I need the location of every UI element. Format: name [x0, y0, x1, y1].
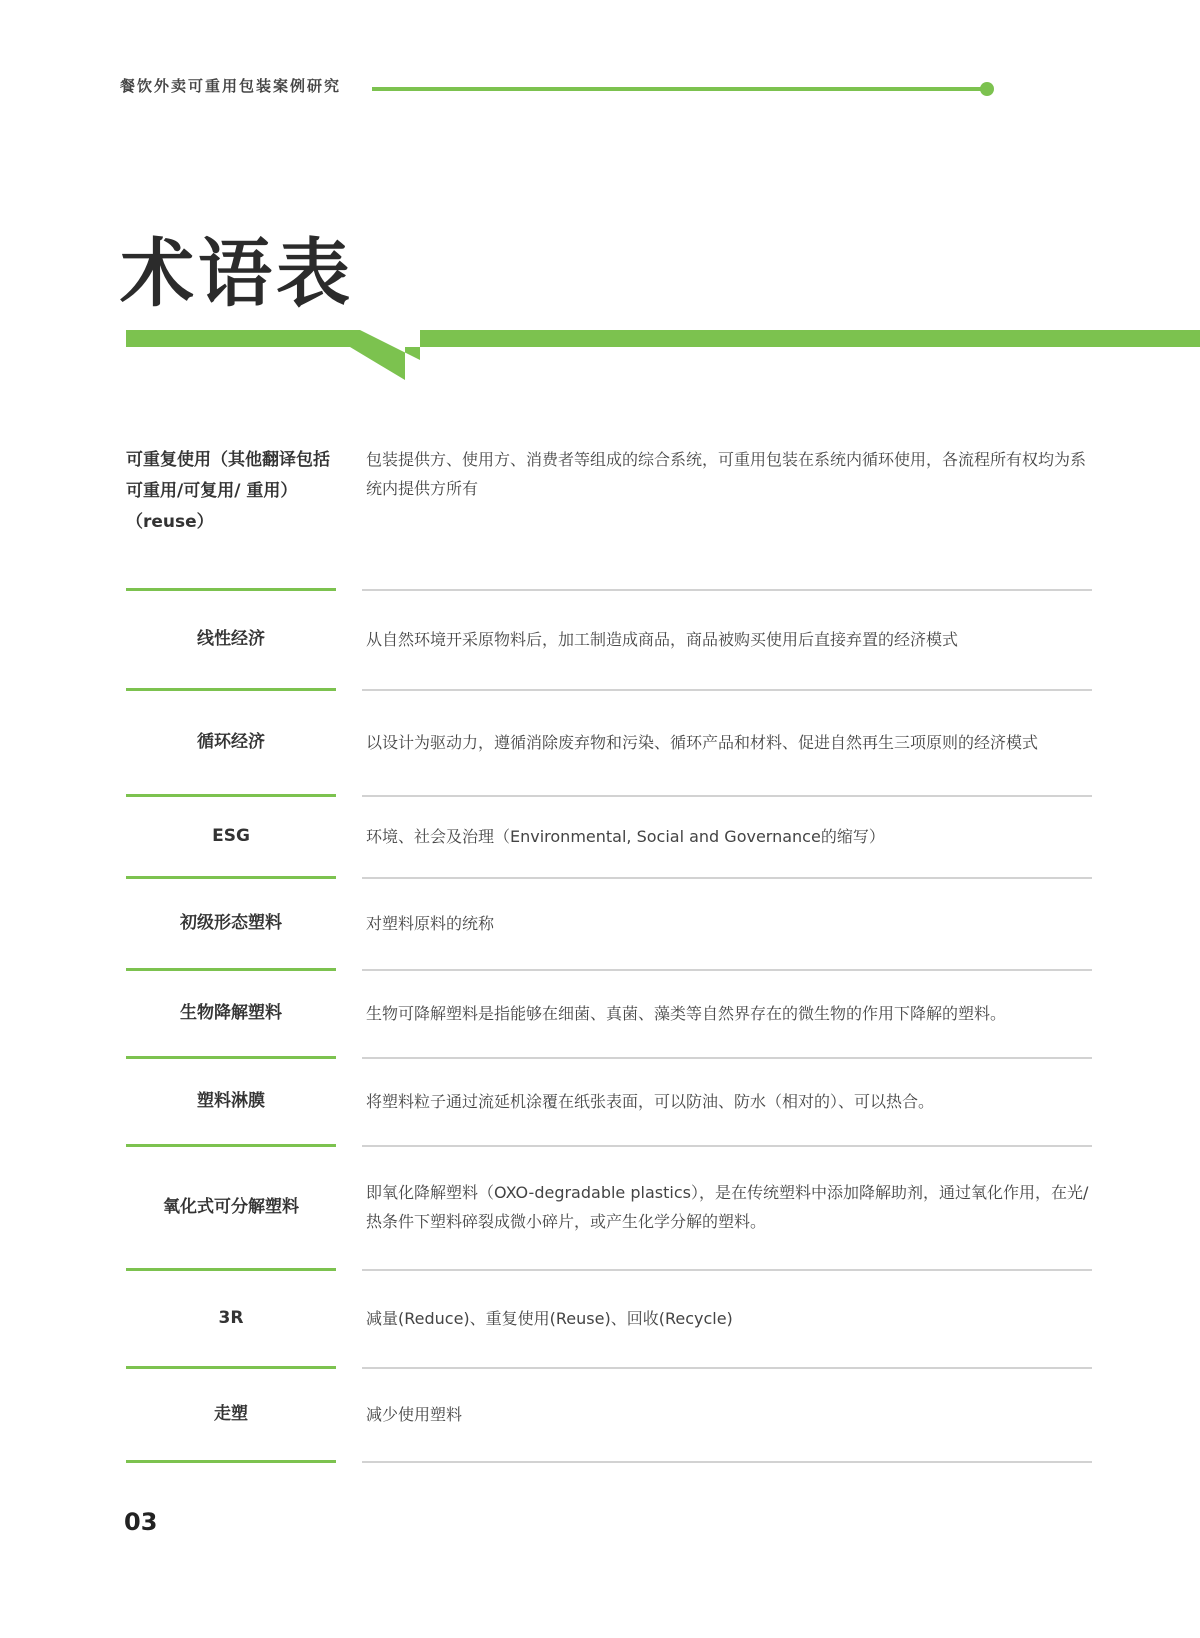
- glossary-term: 塑料淋膜: [197, 1090, 265, 1111]
- term-divider: [126, 1460, 336, 1463]
- glossary-definition: 环境、社会及治理（Environmental, Social and Governance的缩写）: [366, 826, 885, 846]
- page-number: 03: [124, 1508, 158, 1536]
- glossary-definition: 即氧化降解塑料（OXO-degradable plastics），是在传统塑料中添加降解助剂，通过氧化作用，在光/热条件下塑料碎裂成微小碎片，或产生化学分解的塑料。: [366, 1183, 1089, 1231]
- glossary-definition: 减量(Reduce)、重复使用(Reuse)、回收(Recycle): [366, 1308, 733, 1328]
- glossary-term: 循环经济: [197, 731, 265, 752]
- glossary-definition: 包装提供方、使用方、消费者等组成的综合系统，可重用包装在系统内循环使用，各流程所有权均为系统内提供方所有: [366, 450, 1087, 498]
- glossary-definition: 以设计为驱动力，遵循消除废弃物和污染、循环产品和材料、促进自然再生三项原则的经济模式: [366, 732, 1039, 752]
- glossary-term: 初级形态塑料: [180, 912, 282, 933]
- page-title: 术语表: [120, 231, 354, 317]
- glossary-definition: 对塑料原料的统称: [366, 913, 495, 933]
- report-title: 餐饮外卖可重用包装案例研究: [120, 77, 342, 95]
- title-banner: [0, 330, 1200, 380]
- glossary-term: 氧化式可分解塑料: [163, 1196, 299, 1217]
- definition-divider: [362, 1461, 1092, 1463]
- header-divider-dot: [980, 82, 994, 96]
- glossary-term: 线性经济: [197, 628, 265, 649]
- glossary-term: 3R: [218, 1307, 244, 1328]
- header-divider-line: [372, 87, 986, 91]
- glossary-term: 生物降解塑料: [180, 1002, 282, 1023]
- glossary-definition: 生物可降解塑料是指能够在细菌、真菌、藻类等自然界存在的微生物的作用下降解的塑料。: [366, 1003, 1007, 1023]
- glossary-term: 走塑: [214, 1403, 248, 1424]
- glossary-term: ESG: [212, 825, 250, 846]
- glossary-term: 可重复使用（其他翻译包括可重用/可复用/ 重用）（reuse）: [126, 450, 330, 532]
- glossary-definition: 将塑料粒子通过流延机涂覆在纸张表面，可以防油、防水（相对的）、可以热合。: [366, 1091, 935, 1111]
- glossary-definition: 减少使用塑料: [366, 1404, 463, 1424]
- glossary-definition: 从自然环境开采原物料后，加工制造成商品，商品被购买使用后直接弃置的经济模式: [366, 629, 959, 649]
